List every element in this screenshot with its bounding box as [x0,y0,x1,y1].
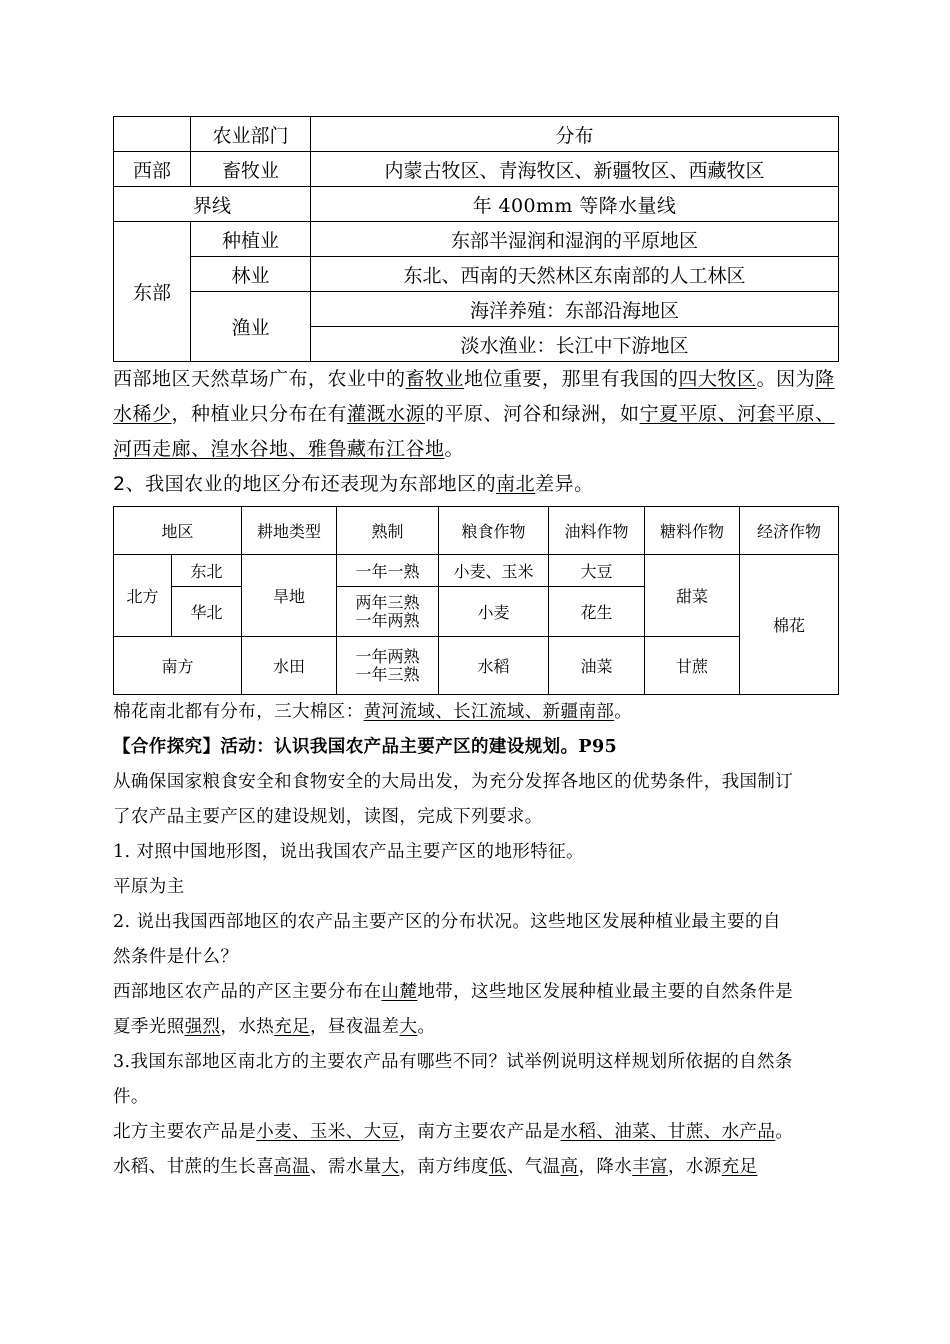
answer-blank: 小麦、玉米、大豆 [256,1122,400,1142]
answer-blank: 高 [560,1157,579,1177]
land-cell: 水田 [242,637,337,695]
answer-blank: 宁夏平原、河套平原、河西走廊、湟水谷地、雅鲁藏布江谷地 [113,403,835,460]
text: 地带，这些地区发展种植业最主要的自然条件是 [417,982,794,1002]
table-row [114,187,839,222]
activity-heading: 【合作探究】活动：认识我国农产品主要产区的建设规划。P95 [113,737,618,757]
question-2: 然条件是什么？ [113,947,239,967]
answer-blank: 畜牧业 [405,368,465,390]
text: ，降水 [578,1157,633,1177]
grain-cell: 小麦 [439,587,549,637]
oil-cell: 油菜 [549,637,645,695]
header-dept: 农业部门 [191,117,311,152]
text: ，南方主要农产品是 [399,1122,561,1142]
agri-distribution-table [113,116,839,362]
answer-blank: 山麓 [381,982,418,1002]
west-paragraph [113,362,838,467]
cotton-paragraph [113,695,838,730]
land-cell: 旱地 [242,555,337,637]
answer-blank: 南北 [496,473,536,495]
question-3: 件。 [113,1087,149,1107]
text: 。 [775,1122,794,1142]
sugar-cell: 甜菜 [645,555,740,637]
header-cell: 耕地类型 [242,507,337,555]
answer-2 [113,975,838,1010]
text: ，昼夜温差 [309,1017,400,1037]
north-south-table [113,506,839,695]
grain-cell: 小麦、玉米 [439,555,549,587]
grain-cell: 水稻 [439,637,549,695]
text: 。 [444,438,465,460]
text: 夏季光照 [113,1017,185,1037]
text: 。 [614,702,633,722]
text: 2、我国农业的地区分布还表现为东部地区的 [113,473,497,495]
subregion-cell: 东北 [172,555,242,587]
text: 一年两熟 [355,646,420,666]
region-east: 东部 [114,222,191,362]
dist-cell: 海洋养殖：东部沿海地区 [311,292,839,327]
answer-blank: 大 [381,1157,400,1177]
dist-cell: 内蒙古牧区、青海牧区、新疆牧区、西藏牧区 [311,152,839,187]
text: 一年两熟 [355,610,420,630]
subregion-cell: 华北 [172,587,242,637]
table-row [114,507,839,555]
oil-cell: 大豆 [549,555,645,587]
dist-cell: 东北、西南的天然林区东南部的人工林区 [311,257,839,292]
text: 西部地区天然草场广布，农业中的 [113,368,406,390]
header-cell: 油料作物 [549,507,645,555]
answer-blank: 四大牧区 [678,368,757,390]
question-1: 1. 对照中国地形图，说出我国农产品主要产区的地形特征。 [113,842,584,862]
answer-blank: 充足 [721,1157,758,1177]
answer-blank: 灌溉水源 [347,403,426,425]
text: ，南方纬度 [399,1157,489,1177]
answer-2 [113,1010,838,1045]
sugar-cell: 甘蔗 [645,637,740,695]
intro-line: 了农产品主要产区的建设规划，读图，完成下列要求。 [113,807,543,827]
text: 。 [417,1017,436,1037]
table-row [114,152,839,187]
text: 北方主要农产品是 [113,1122,257,1142]
answer-blank: 降水稀少 [113,368,835,425]
text: 的平原、河谷和绿洲，如 [425,403,640,425]
answer-blank: 充足 [274,1017,310,1037]
header-cell: 经济作物 [740,507,839,555]
region-south: 南方 [114,637,242,695]
text: 、气温 [506,1157,561,1177]
table-row [114,292,839,327]
ripen-cell: 一年一熟 [337,555,439,587]
answer-blank: 高温 [274,1157,310,1177]
header-cell: 熟制 [337,507,439,555]
table-row [114,555,839,587]
table-row [114,117,839,152]
answer-blank: 大 [399,1017,418,1037]
text: ，水热 [220,1017,275,1037]
answer-blank: 丰富 [632,1157,668,1177]
intro-line: 从确保国家粮食安全和食物安全的大局出发，为充分发挥各地区的优势条件，我国制订 [113,772,794,792]
text: 差异。 [535,473,594,495]
text: 一年三熟 [355,664,420,684]
text: 水稻、甘蔗的生长喜 [113,1157,275,1177]
region-west: 西部 [114,152,191,187]
answer-4 [113,1150,838,1185]
text: ，水源 [667,1157,722,1177]
answer-1: 平原为主 [113,877,185,897]
answer-3 [113,1115,838,1150]
boundary-dist: 年 400mm 等降水量线 [311,187,839,222]
dept-cell: 畜牧业 [191,152,311,187]
answer-blank: 低 [488,1157,507,1177]
text: 棉花南北都有分布，三大棉区： [113,702,364,722]
text: 、需水量 [309,1157,382,1177]
header-cell: 糖料作物 [645,507,740,555]
dept-cell: 渔业 [191,292,311,362]
answer-blank: 强烈 [184,1017,221,1037]
dist-cell: 淡水渔业：长江中下游地区 [311,327,839,362]
table-row [114,637,839,695]
ripen-cell [337,587,439,637]
answer-blank: 黄河流域、长江流域、新疆南部 [363,702,615,722]
document-page [113,116,838,1185]
text: ，种植业只分布在有 [171,403,348,425]
answer-blank: 水稻、油菜、甘蔗、水产品 [560,1122,776,1142]
oil-cell: 花生 [549,587,645,637]
question-3: 3.我国东部地区南北方的主要农产品有哪些不同？试举例说明这样规划所依据的自然条 [113,1052,793,1072]
dept-cell: 林业 [191,257,311,292]
dept-cell: 种植业 [191,222,311,257]
ripen-cell [337,637,439,695]
header-dist: 分布 [311,117,839,152]
dist-cell: 东部半湿润和湿润的平原地区 [311,222,839,257]
cash-cell: 棉花 [740,555,839,695]
text: 。因为 [756,368,816,390]
header-cell: 地区 [114,507,242,555]
text: 西部地区农产品的产区主要分布在 [113,982,382,1002]
question-2: 2. 说出我国西部地区的农产品主要产区的分布状况。这些地区发展种植业最主要的自 [113,912,781,932]
header-cell: 粮食作物 [439,507,549,555]
boundary-label: 界线 [114,187,311,222]
table-row [114,257,839,292]
table-cell [114,117,191,152]
region-north: 北方 [114,555,172,637]
table-row [114,222,839,257]
north-south-paragraph [113,467,838,502]
text: 两年三熟 [355,592,420,612]
text: 地位重要，那里有我国的 [464,368,679,390]
